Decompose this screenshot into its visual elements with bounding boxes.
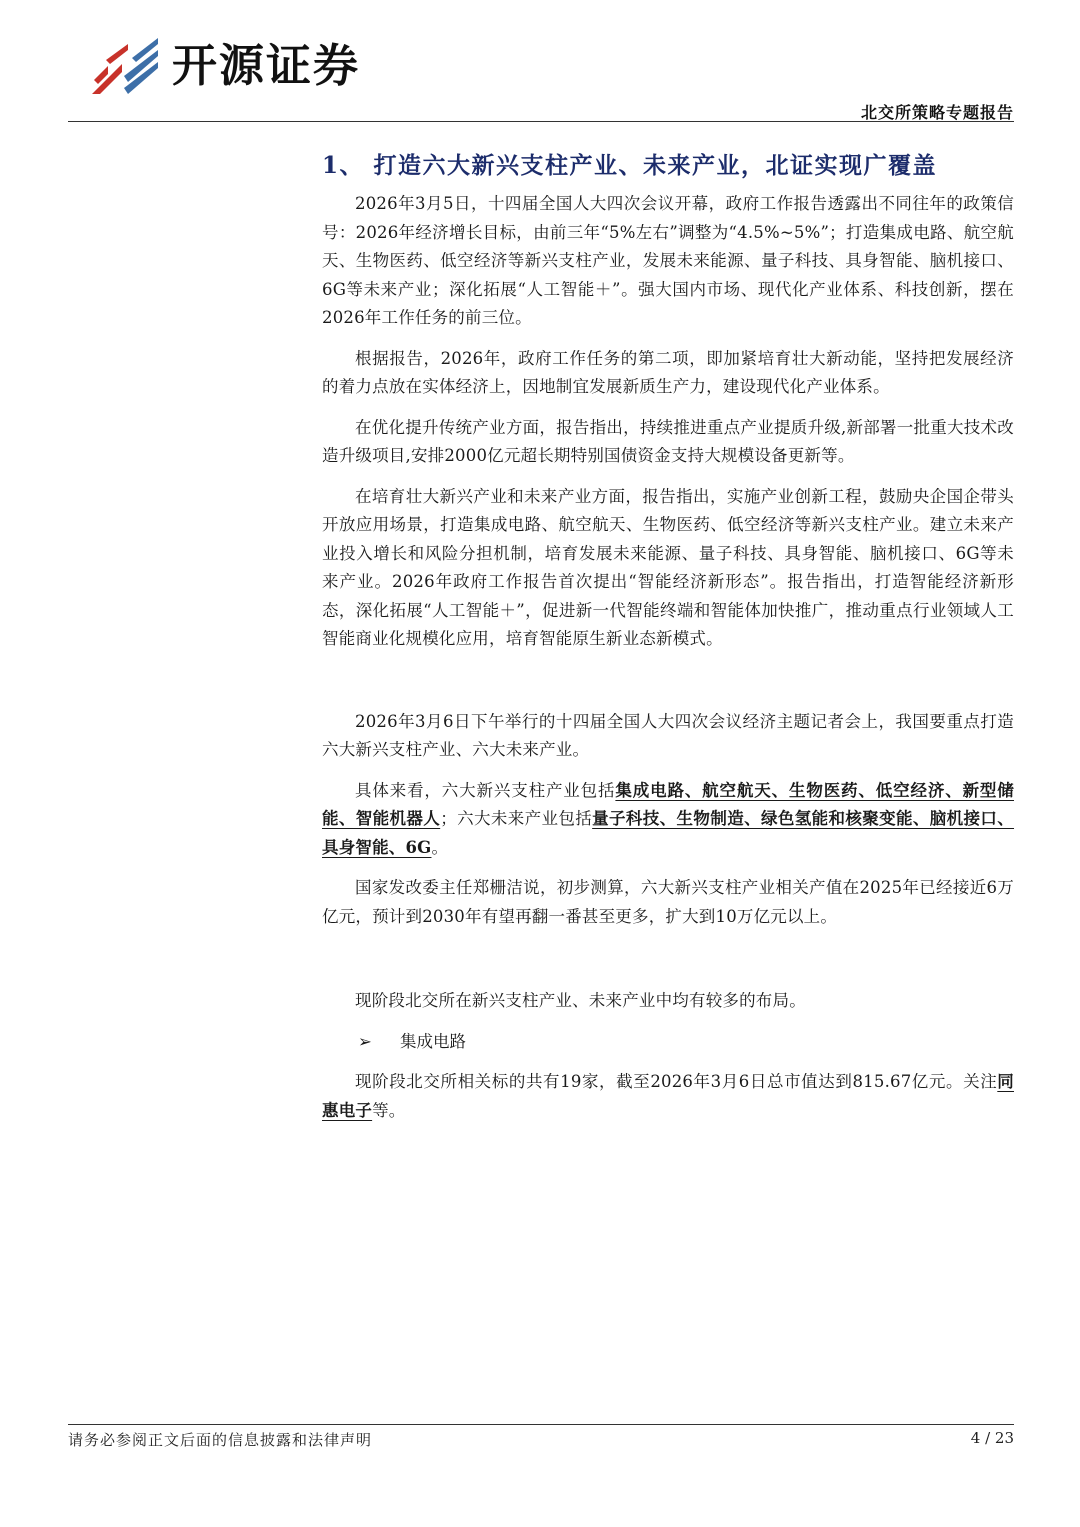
text-span: 具体来看，六大新兴支柱产业包括 xyxy=(355,780,616,800)
spacer xyxy=(322,943,1014,987)
page-number: 4 / 23 xyxy=(970,1429,1014,1447)
paragraph-new-momentum: 根据报告，2026年，政府工作任务的第二项，即加紧培育壮大新动能，坚持把发展经济的着力点放在实体经济上，因地制宜发展新质生产力，建设现代化产业体系。 xyxy=(322,348,1014,396)
text-span: ；六大未来产业包括 xyxy=(440,809,593,828)
future-industry-list: 量子科技、生物制造、绿色氢能和核聚变能、脑机接口、具身智能、6G xyxy=(322,809,1015,857)
arrow-bullet-icon: ➢ xyxy=(358,1031,372,1051)
text-span: 。 xyxy=(431,837,449,857)
paragraph-emerging-industry: 在培育壮大新兴产业和未来产业方面，报告指出，实施产业创新工程，鼓励央企国企带头开放应用场景，打造集成电路、航空航天、生物医药、低空经济等新兴支柱产业。建立未来产业投入增长和风险分担机制，培育发展未来能源、量子科技、具身智能、脑机接口、6G等未来产业。2026年政府工作报告首次提出“智能经济新形态”。报告指出，打造智能经济新形态，深化拓展“人工智能＋”，促进新一代智能终端和智能体加快推广，推动重点行业领域人工智能商业化规模化应用，培育智能原生新业态新模式。 xyxy=(322,486,1014,648)
paragraph-policy-signal: 2026年3月5日，十四届全国人大四次会议开幕，政府工作报告透露出不同往年的政策信号：2026年经济增长目标，由前三年“5%左右”调整为“4.5%~5%”；打造集成电路、航空航天、生物医药、低空经济等新兴支柱产业，发展未来能源、量子科技、具身智能、脑机接口、6G等未来产业；深化拓展“人工智能＋”。强大国内市场、现代化产业体系、科技创新，摆在2026年工作任务的前三位。 xyxy=(322,194,1014,327)
paragraph-output-estimate: 国家发改委主任郑栅洁说，初步测算，六大新兴支柱产业相关产值在2025年已经接近6万亿元，预计到2030年有望再翻一番甚至更多，扩大到10万亿元以上。 xyxy=(322,878,1014,926)
report-type-label: 北交所策略专题报告 xyxy=(860,103,1014,122)
spacer xyxy=(322,666,1014,708)
paragraph-traditional-industry: 在优化提升传统产业方面，报告指出，持续推进重点产业提质升级,新部署一批重大技术改造升级项目,安排2000亿元超长期特别国债资金支持大规模设备更新等。 xyxy=(322,417,1014,465)
text-span: 等。 xyxy=(372,1100,406,1120)
paragraph-bse-layout: 现阶段北交所在新兴支柱产业、未来产业中均有较多的布局。 xyxy=(355,991,806,1010)
emerging-pillar-list: 集成电路、航空航天、生物医药、低空经济、新型储能、智能机器人 xyxy=(322,780,1014,828)
footer-disclaimer: 请务必参阅正文后面的信息披露和法律声明 xyxy=(68,1431,373,1449)
paragraph-ic-stocks xyxy=(322,1068,1014,1125)
text-span: 现阶段北交所相关标的共有19家，截至2026年3月6日总市值达到815.67亿元。关注 xyxy=(355,1072,998,1091)
stock-name: 同惠电子 xyxy=(322,1072,1014,1120)
company-logo xyxy=(88,34,360,98)
logo-text: 开源证券 xyxy=(172,39,361,92)
paragraph-press-conference: 2026年3月6日下午举行的十四届全国人大四次会议经济主题记者会上，我国要重点打造六大新兴支柱产业、六大未来产业。 xyxy=(322,711,1014,759)
bullet-integrated-circuit xyxy=(322,1028,1014,1057)
paragraph-six-industries xyxy=(322,777,1014,863)
header-divider xyxy=(68,121,1014,122)
section-title: 1、 打造六大新兴支柱产业、未来产业，北证实现广覆盖 xyxy=(322,152,938,179)
footer-divider xyxy=(68,1424,1014,1425)
kaiyuan-logo-icon xyxy=(88,36,160,96)
body-content xyxy=(322,190,1014,1137)
bullet-label: 集成电路 xyxy=(400,1031,466,1051)
